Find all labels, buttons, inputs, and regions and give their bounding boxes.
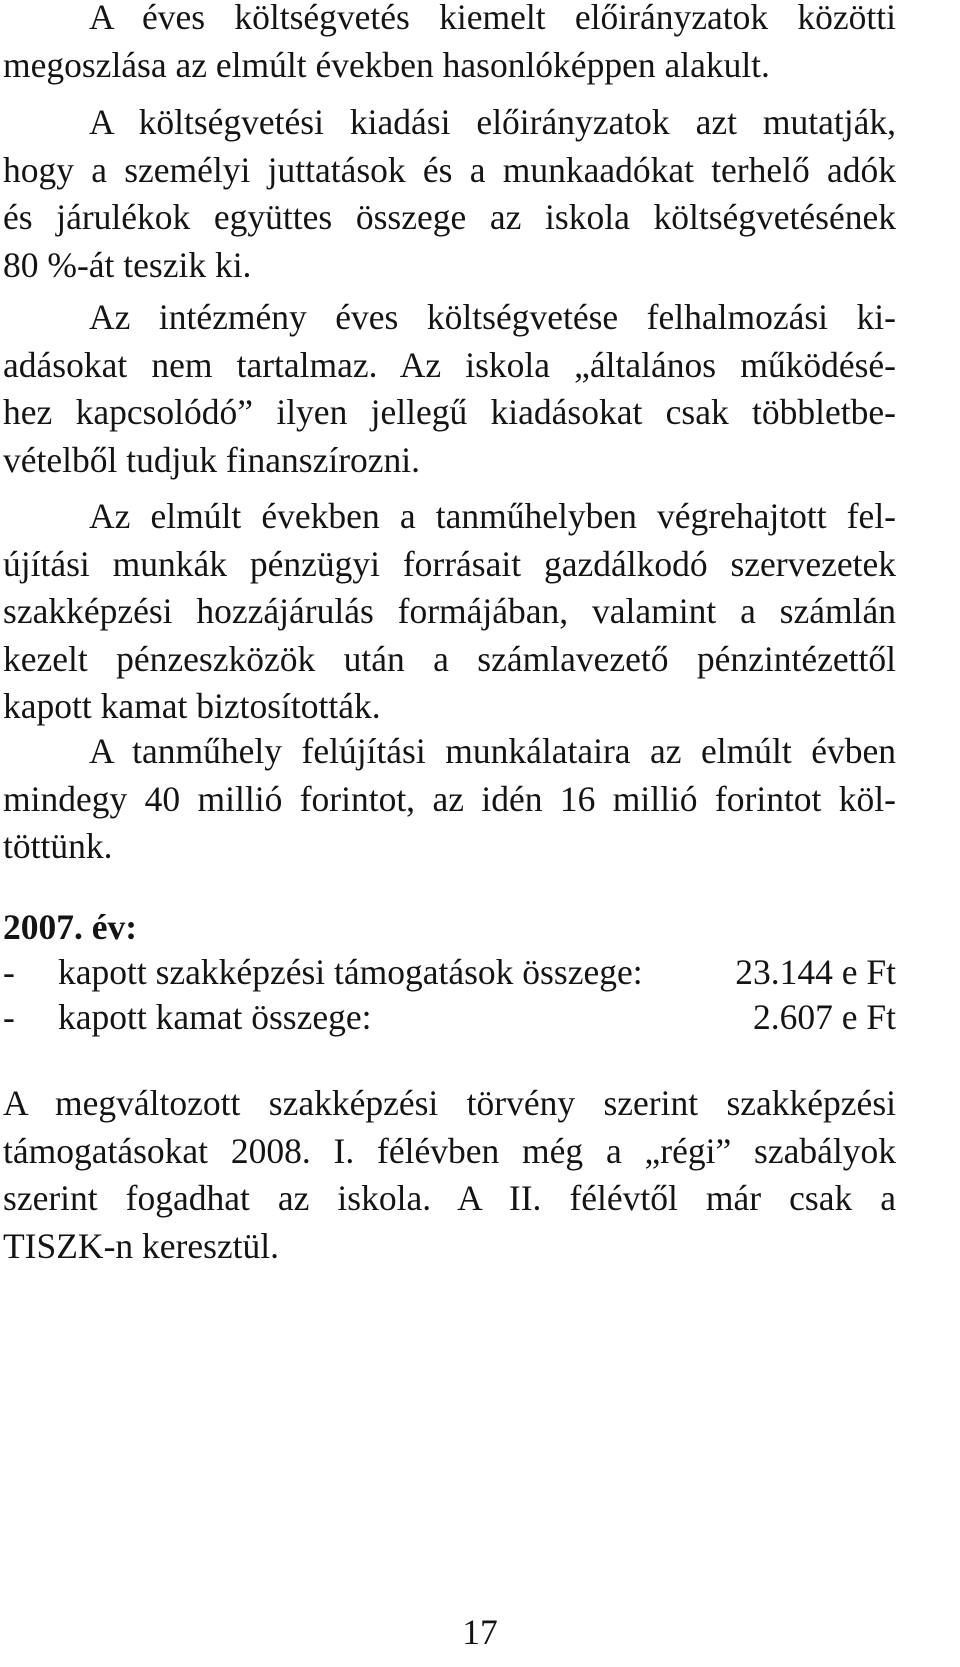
text-line: támogatásokat 2008. I. félévben még a „régi” szabályok bbox=[3, 1130, 896, 1171]
text-line: hogy a személyi juttatások és a munkaadókat terhelő adók bbox=[3, 149, 896, 190]
text-line: szerint fogadhat az iskola. A II. félévtől már csak a bbox=[3, 1178, 896, 1219]
paragraph-vocational-law-change bbox=[3, 1080, 896, 1270]
text-line: mindegy 40 millió forintot, az idén 16 millió forintot köl- bbox=[3, 778, 896, 819]
paragraph-workshop-renovation-spending bbox=[3, 728, 896, 871]
text-line: A éves költségvetés kiemelt előirányzatok közötti bbox=[89, 0, 896, 37]
text-line: A megváltozott szakképzési törvény szerint szakképzési bbox=[3, 1083, 896, 1123]
paragraph-workshop-renovation-funding bbox=[3, 493, 896, 731]
text-line: hez kapcsolódó” ilyen jellegű kiadásokat csak többletbe- bbox=[3, 392, 896, 433]
text-line: kapott kamat biztosították. bbox=[3, 686, 381, 727]
text-line: adásokat nem tartalmaz. Az iskola „általános működésé- bbox=[3, 344, 896, 385]
text-line: TISZK-n keresztül. bbox=[3, 1225, 280, 1266]
list-item-amount: 2.607 e Ft bbox=[753, 997, 896, 1037]
text-line: vételből tudjuk finanszírozni. bbox=[3, 439, 421, 480]
list-item-interest-received bbox=[3, 994, 896, 1041]
text-line: A tanműhely felújítási munkálataira az elmúlt évben bbox=[89, 731, 896, 771]
list-item-label: kapott szakképzési támogatások összege: bbox=[58, 952, 643, 992]
list-item-training-support bbox=[3, 949, 896, 996]
list-item-amount: 23.144 e Ft bbox=[735, 952, 896, 992]
text-line: töttünk. bbox=[3, 826, 113, 867]
paragraph-accumulation-expenses bbox=[3, 294, 896, 484]
list-item-label: kapott kamat összege: bbox=[58, 997, 372, 1037]
text-line: Az intézmény éves költségvetése felhalmozási ki- bbox=[89, 297, 896, 337]
list-bullet: - bbox=[3, 952, 15, 992]
text-line: A költségvetési kiadási előirányzatok azt mutatják, bbox=[89, 102, 896, 142]
paragraph-expenditure-ratio bbox=[3, 99, 896, 289]
list-bullet: - bbox=[3, 997, 15, 1037]
text-line: szakképzési hozzájárulás formájában, valamint a számlán bbox=[3, 591, 896, 632]
text-line: megoszlása az elmúlt években hasonlóképpen alakult. bbox=[3, 44, 770, 85]
text-line: 80 %-át teszik ki. bbox=[3, 244, 252, 285]
paragraph-budget-distribution bbox=[3, 0, 896, 89]
text-line: Az elmúlt években a tanműhelyben végrehajtott fel- bbox=[89, 496, 896, 536]
text-line: kezelt pénzeszközök után a számlavezető pénzintézettől bbox=[3, 638, 896, 679]
year-heading: 2007. év: bbox=[3, 907, 138, 947]
text-line: újítási munkák pénzügyi forrásait gazdálkodó szervezetek bbox=[3, 543, 896, 584]
text-line: és járulékok együttes összege az iskola költségvetésének bbox=[3, 197, 896, 238]
page-number: 17 bbox=[462, 1612, 498, 1652]
